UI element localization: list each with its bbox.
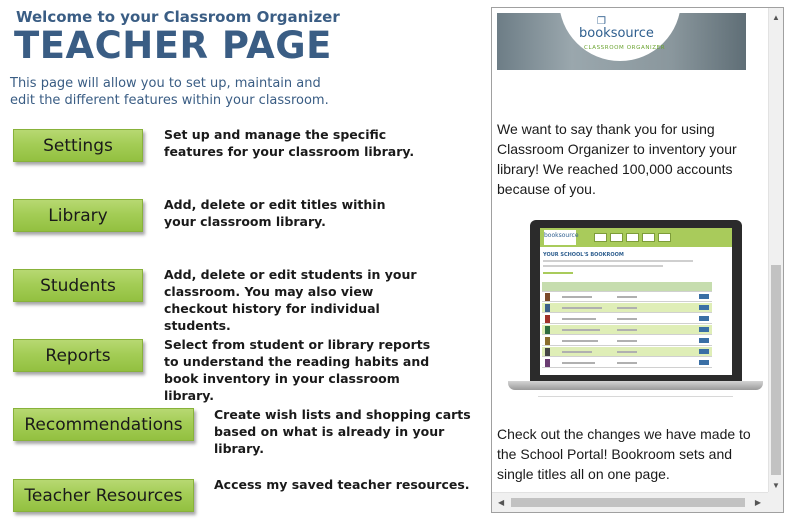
screen-header bbox=[540, 228, 732, 247]
screen-search-button bbox=[543, 272, 573, 274]
laptop-lid bbox=[530, 220, 742, 381]
recommendations-button[interactable]: Recommendations bbox=[13, 408, 194, 441]
screen-table-row bbox=[542, 292, 712, 302]
students-button[interactable]: Students bbox=[13, 269, 143, 302]
scrollbar-corner bbox=[768, 492, 783, 512]
intro-text: This page will allow you to set up, maintain and edit the different features within your classroom. bbox=[10, 76, 329, 108]
screen-table-row bbox=[542, 336, 712, 346]
screen-page-title: YOUR SCHOOL'S BOOKROOM bbox=[543, 252, 624, 258]
news-panel-content bbox=[492, 8, 768, 494]
reports-button[interactable]: Reports bbox=[13, 339, 143, 372]
screen-tab bbox=[610, 233, 623, 242]
library-description: Add, delete or edit titles within your classroom library. bbox=[164, 197, 386, 229]
screen-logo: booksource bbox=[544, 230, 576, 245]
horizontal-scrollbar[interactable] bbox=[492, 492, 768, 512]
thank-you-message: We want to say thank you for using Classroom Organizer to inventory your library! We reached 100,000 accounts because of you. bbox=[497, 121, 737, 197]
laptop-base bbox=[508, 381, 763, 390]
screen-tab bbox=[658, 233, 671, 242]
library-button[interactable]: Library bbox=[13, 199, 143, 232]
teacher-resources-description: Access my saved teacher resources. bbox=[214, 477, 470, 492]
vertical-scrollbar[interactable] bbox=[768, 8, 783, 494]
teacher-resources-button[interactable]: Teacher Resources bbox=[13, 479, 194, 512]
scroll-up-arrow-icon[interactable]: ▲ bbox=[772, 13, 780, 22]
screen-table-row bbox=[542, 358, 712, 368]
screen-table-header bbox=[542, 282, 712, 292]
scroll-right-arrow-icon[interactable]: ▶ bbox=[754, 498, 761, 507]
screen-text-line bbox=[543, 260, 693, 262]
recommendations-description: Create wish lists and shopping carts based on what is already in your library. bbox=[214, 407, 471, 456]
book-icon: ❐ bbox=[597, 16, 606, 27]
screen-table-row bbox=[542, 325, 712, 335]
screen-table-row bbox=[542, 347, 712, 357]
screen-table-row bbox=[542, 303, 712, 313]
screen-tab bbox=[626, 233, 639, 242]
divider bbox=[538, 396, 733, 397]
laptop-screen bbox=[540, 228, 732, 375]
settings-button[interactable]: Settings bbox=[13, 129, 143, 162]
banner-logo-text: booksource bbox=[579, 26, 654, 41]
scroll-down-arrow-icon[interactable]: ▼ bbox=[772, 481, 780, 490]
news-panel[interactable] bbox=[491, 7, 784, 513]
screen-tab bbox=[594, 233, 607, 242]
reports-description: Select from student or library reports to understand the reading habits and book inventory in your classroom library. bbox=[164, 337, 431, 403]
page-title: TEACHER PAGE bbox=[14, 24, 332, 67]
horizontal-scroll-thumb[interactable] bbox=[511, 498, 745, 507]
students-description: Add, delete or edit students in your classroom. You may also view checkout history for individual students. bbox=[164, 267, 417, 333]
changes-message: Check out the changes we have made to the School Portal! Bookroom sets and single titles all on one page. bbox=[497, 426, 751, 482]
banner-subtitle: CLASSROOM ORGANIZER bbox=[584, 45, 666, 51]
scroll-left-arrow-icon[interactable]: ◀ bbox=[498, 498, 505, 507]
laptop-image bbox=[508, 220, 763, 396]
settings-description: Set up and manage the specific features for your classroom library. bbox=[164, 127, 415, 159]
screen-tab bbox=[642, 233, 655, 242]
vertical-scroll-thumb[interactable] bbox=[771, 265, 781, 475]
welcome-heading: Welcome to your Classroom Organizer bbox=[16, 8, 340, 26]
booksource-banner bbox=[497, 13, 746, 70]
screen-table-row bbox=[542, 314, 712, 324]
screen-text-line bbox=[543, 265, 663, 267]
